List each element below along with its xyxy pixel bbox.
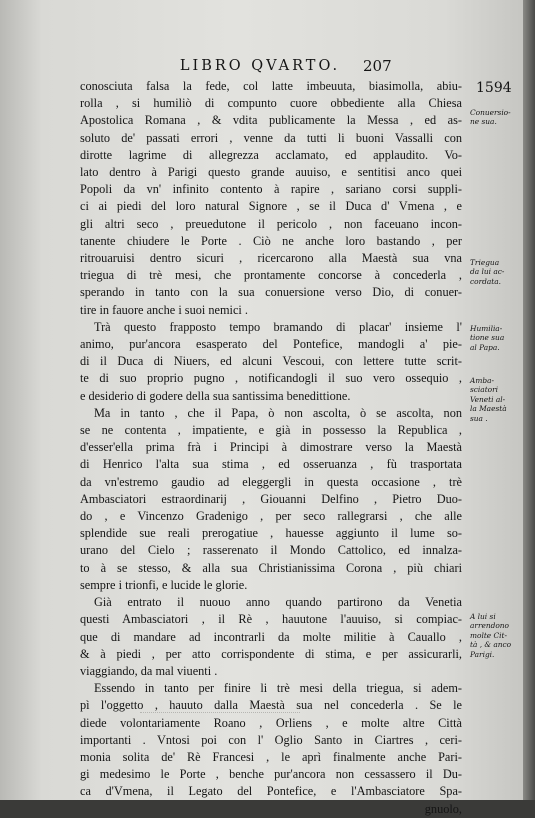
text-line: dirotte lagrime di allegrezza acclamato, ed applaudito. Vo- (80, 147, 462, 162)
margin-note-line: da lui ac- (470, 267, 505, 277)
text-line: Popoli da vn' infinito contento à rapire , sariano corsi suppli- (80, 182, 462, 197)
running-title: LIBRO QVARTO. (179, 58, 341, 74)
text-line: d'esser'ella prima frà i Principi à dimostrare verso la Maestà (80, 440, 462, 455)
text-line: conosciuta falsa la fede, col latte imbeuuta, biasimolla, abiu- (80, 79, 462, 93)
margin-note-line: Amba- (470, 376, 494, 385)
text-line: questi Ambasciatori , il Rè , hauutone l'auuiso, si compiac- (80, 612, 462, 627)
margin-note-line: ne sua. (470, 117, 497, 127)
margin-note-line: tione sua (470, 333, 505, 343)
margin-note (470, 376, 522, 423)
margin-note (470, 612, 522, 659)
margin-note-line: la Maestà (470, 404, 507, 414)
text-line: to à se stesso, & alla sua Christianissima Corona , più chiari (80, 560, 462, 575)
text-line: sperando in tanto con la sua conuersione verso Dio, di conuer- (80, 285, 462, 300)
text-line: gli altri seco , preuedutone il pericolo , non faceuano incon- (80, 216, 462, 231)
year-marginal: 1594 (476, 80, 512, 96)
margin-note (470, 108, 522, 127)
text-line: animo, pur'ancora esasperato del Pontefice, mandogli a' pie- (80, 337, 462, 352)
text-line: lato dentro à Parigi questo grande auuiso, e sentitisi anco quei (80, 165, 462, 180)
text-line: splendide sue reali prerogatiue , hauesse aggiunto il lume so- (80, 526, 462, 541)
margin-note-line: Humilia- (470, 324, 503, 333)
page-number: 207 (363, 57, 392, 75)
body-text (80, 78, 462, 818)
margin-note-line: Triegua (470, 258, 500, 267)
text-line: tire in fauore anche i suoi nemici . (80, 302, 248, 317)
text-line: urano del Cielo ; rasserenato il Mondo Cattolico, ed innalza- (80, 543, 462, 558)
text-line: Ambasciatori estraordinarij , Giouanni Delfino , Pietro Duo- (80, 491, 462, 506)
margin-note-line: arrendono (470, 621, 509, 631)
text-line: Già entrato il nuouo anno quando partirono da Venetia (94, 595, 462, 610)
text-line: que di mandare ad incontrarli da molte militie à Cauallo , (80, 629, 462, 644)
text-line: di il Duca di Niuers, ed alcuni Vescoui, con lettere tutte scrit- (80, 354, 462, 369)
scan-edge (523, 0, 535, 800)
text-line: do , e Vincenzo Gradenigo , per seco rallegrarsi , che alle (80, 509, 462, 524)
text-line: Essendo in tanto per finire li trè mesi della triegua, si adem- (94, 681, 462, 696)
text-line: di Henrico l'alta sua stima , ed osseruanza , fù trasportata (80, 457, 462, 472)
margin-note-line: Veneti al- (470, 394, 506, 404)
margin-note-line: cordata. (470, 276, 501, 286)
margin-note-line: Conuersio- (470, 108, 511, 117)
text-line: Apostolica Romana , & vdita publicamente la Messa , ed as- (80, 113, 462, 128)
text-line: importanti . Vntosi poi con l' Oglio Santo in Ciartres , ceri- (80, 732, 462, 747)
margin-note-line: al Papa. (470, 342, 500, 352)
text-line: gi medesimo le Porte , benche pur'ancora non cessassero il Du- (80, 767, 462, 782)
text-line: se ne contenta , impatiente, e già in possesso la Republica , (80, 423, 462, 438)
margin-note-line: molte Cit- (470, 630, 508, 640)
text-line: Trà questo frapposto tempo bramando di placar' insieme l' (94, 319, 462, 334)
text-line: e desiderio di godere della sua santissima benedittione. (80, 388, 351, 403)
margin-note-line: Parigi. (470, 649, 495, 659)
paper-blemish (140, 712, 300, 717)
margin-note-line: sua . (470, 413, 488, 423)
text-line: ca d'Vmena, il Legato del Pontefice, e l'Ambasciatore Spa- (80, 784, 462, 799)
text-line: monia solita de' Rè Francesi , le aprì finalmente anche Pari- (80, 749, 462, 764)
margin-note-line: sciatori (470, 385, 499, 395)
text-line: tanente chiudere le Porte . Ciò ne anche loro bastando , per (80, 233, 462, 248)
margin-note (470, 258, 522, 286)
text-line: da vn'estremo gaudio ad eleggergli in questa occasione , trè (80, 474, 462, 489)
text-line: sempre i trionfi, e lucide le glorie. (80, 577, 248, 592)
text-line: ci ai piedi del loro natural Signore , se il Duca d' Vmena , e (80, 199, 462, 214)
text-line: soluto de' passati errori , venne da tutti li buoni Vassalli con (80, 130, 462, 145)
text-line: Ma in tanto , che il Papa, ò non ascolta, ò se ascolta, non (94, 405, 462, 420)
text-line: pì l'oggetto , hauuto dalla Maestà sua nel concederla . Se le (80, 698, 462, 713)
text-line: triegua di trè mesi, che prontamente concorse à concederla , (80, 268, 462, 283)
text-line: viaggiando, da mal viuenti . (80, 663, 218, 678)
margin-note-line: tà , & anco (470, 640, 512, 650)
text-line: & à piedi , per atto corrispondente di stima, e per assicurarli, (80, 646, 462, 661)
margin-note (470, 324, 522, 352)
margin-note-line: A lui si (470, 612, 496, 621)
text-line: gnuolo, (424, 801, 462, 816)
text-line: diede volontariamente Roano , Orliens , e molte altre Città (80, 715, 462, 730)
text-line: te di suo proprio pugno , notificandogli il suo vero ossequio , (80, 371, 462, 386)
text-line: rolla , si humiliò di compunto cuore obbediente alla Chiesa (80, 96, 462, 111)
text-line: ritrouaruisi dentro sicuri , ricercarono alla Maestà sua vna (80, 251, 462, 266)
